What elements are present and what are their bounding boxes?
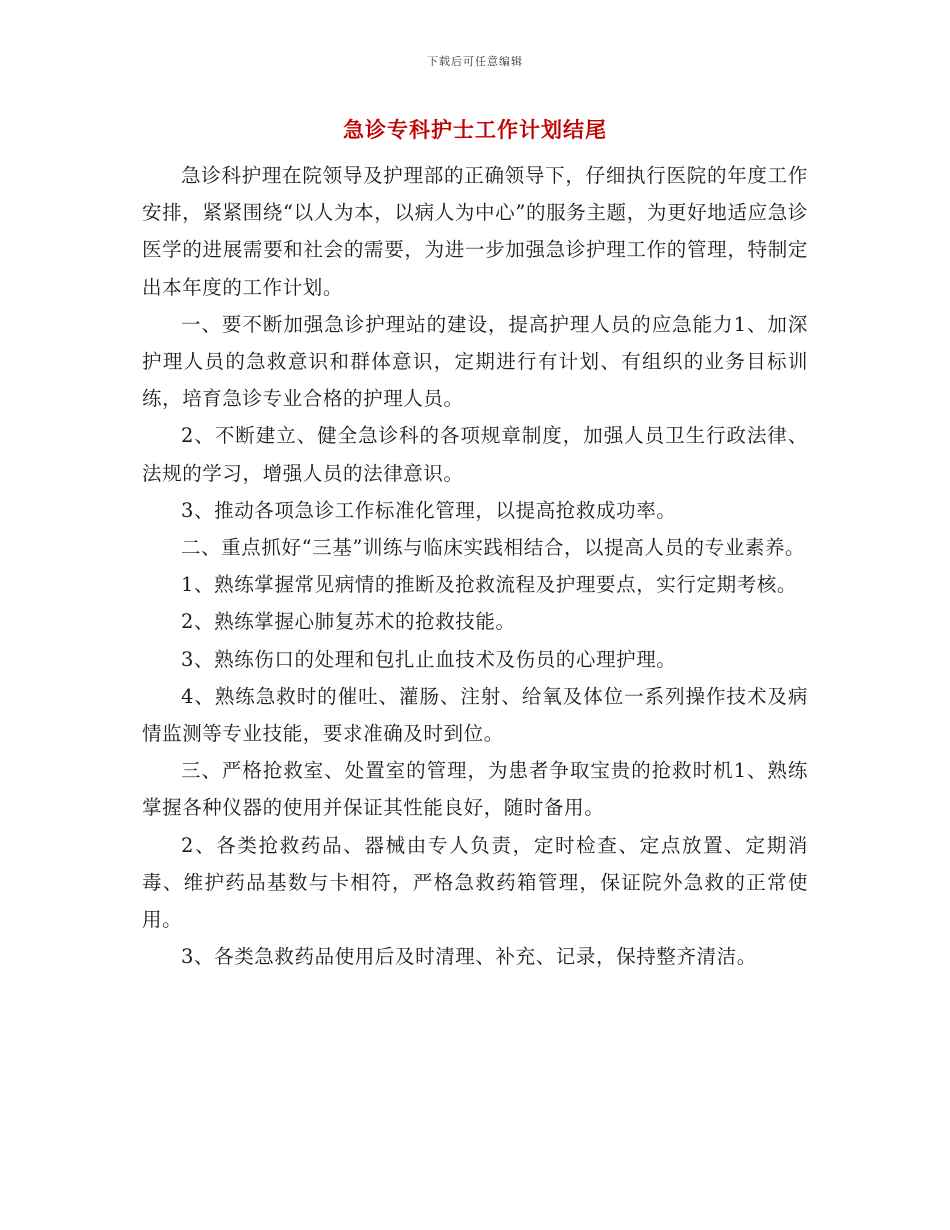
paragraph-intro: 急诊科护理在院领导及护理部的正确领导下，仔细执行医院的年度工作安排，紧紧围绕“以人为本，以病人为中心”的服务主题，为更好地适应急诊医学的进展需要和社会的需要，为进一步加强急诊护理工作的管理，特制定出本年度的工作计划。: [142, 164, 808, 299]
document-body: [142, 157, 808, 975]
paragraph-section-1-item-3: 3、推动各项急诊工作标准化管理，以提高抢救成功率。: [181, 498, 677, 522]
paragraph-section-1: 一、要不断加强急诊护理站的建设，提高护理人员的应急能力1、加深护理人员的急救意识和群体意识，定期进行有计划、有组织的业务目标训练，培育急诊专业合格的护理人员。: [142, 312, 808, 411]
paragraph-section-3-item-2: 2、各类抢救药品、器械由专人负责，定时检查、定点放置、定期消毒、维护药品基数与卡相符，严格急救药箱管理，保证院外急救的正常使用。: [142, 833, 808, 932]
page-header-note: 下载后可任意编辑: [427, 55, 523, 68]
paragraph-section-2-item-3: 3、熟练伤口的处理和包扎止血技术及伤员的心理护理。: [181, 647, 677, 671]
paragraph-section-3-item-3: 3、各类急救药品使用后及时清理、补充、记录，保持整齐清洁。: [181, 945, 757, 969]
document-title: 急诊专科护士工作计划结尾: [343, 118, 607, 142]
paragraph-section-2-item-2: 2、熟练掌握心肺复苏术的抢救技能。: [181, 610, 516, 634]
paragraph-section-2-item-1: 1、熟练掌握常见病情的推断及抢救流程及护理要点，实行定期考核。: [181, 573, 798, 597]
paragraph-section-1-item-2: 2、不断建立、健全急诊科的各项规章制度，加强人员卫生行政法律、法规的学习，增强人员的法律意识。: [142, 424, 808, 485]
paragraph-section-2-item-4: 4、熟练急救时的催吐、灌肠、注射、给氧及体位一系列操作技术及病情监测等专业技能，要求准确及时到位。: [142, 684, 808, 746]
paragraph-section-2: 二、重点抓好“三基”训练与临床实践相结合，以提高人员的专业素养。: [181, 536, 806, 560]
paragraph-section-3: 三、严格抢救室、处置室的管理，为患者争取宝贵的抢救时机1、熟练掌握各种仪器的使用并保证其性能良好，随时备用。: [142, 759, 808, 820]
